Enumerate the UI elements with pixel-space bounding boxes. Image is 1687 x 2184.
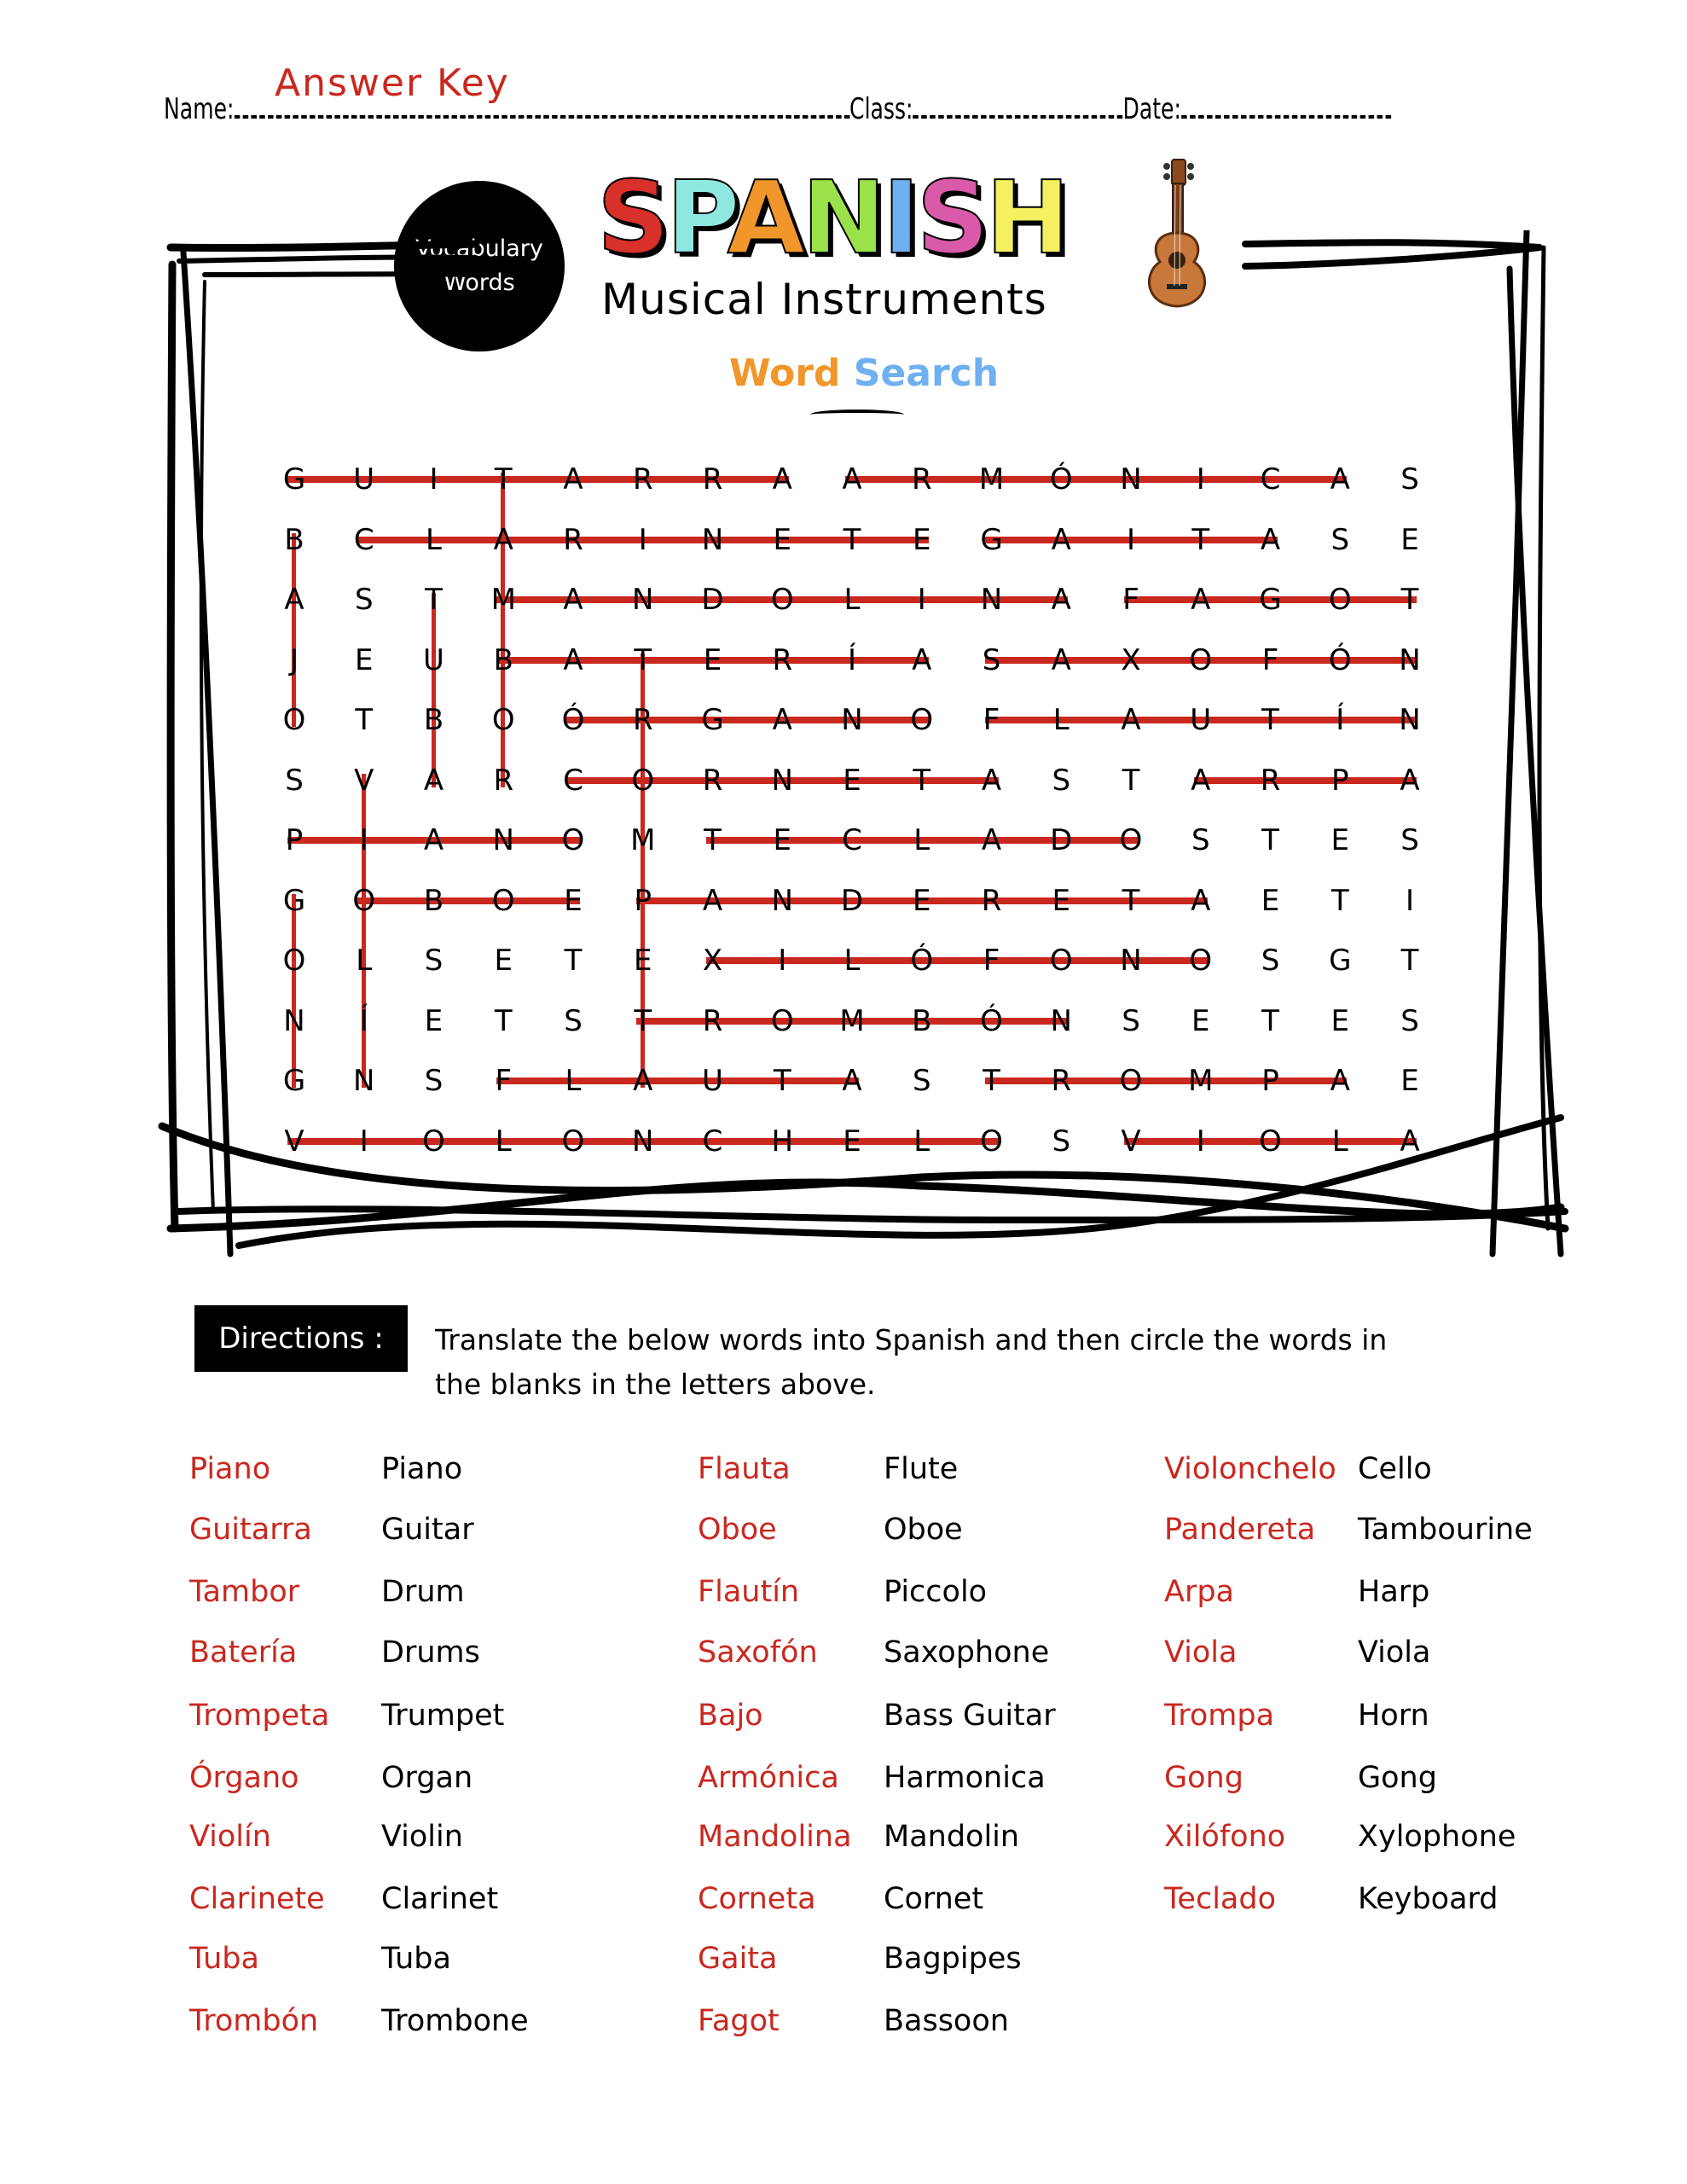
grid-letter[interactable]: E bbox=[1330, 1003, 1349, 1038]
vocab-english: Harp bbox=[1358, 1575, 1430, 1609]
grid-letter[interactable]: C bbox=[1260, 462, 1281, 497]
grid-letter[interactable]: L bbox=[844, 944, 861, 978]
vocab-english: Harmonica bbox=[884, 1761, 1046, 1795]
grid-letter[interactable]: A bbox=[1260, 522, 1281, 557]
vocab-spanish: Pandereta bbox=[1164, 1513, 1316, 1547]
grid-letter[interactable]: A bbox=[1330, 1064, 1350, 1098]
grid-letter[interactable]: A bbox=[1191, 763, 1211, 798]
grid-letter[interactable]: L bbox=[913, 823, 930, 857]
grid-letter[interactable]: O bbox=[910, 703, 934, 737]
badge-line-1: Vocabulary bbox=[415, 235, 543, 262]
grid-letter[interactable]: A bbox=[1191, 883, 1211, 918]
found-word-strike bbox=[985, 1077, 1348, 1084]
grid-letter[interactable]: O bbox=[1189, 642, 1213, 677]
grid-letter[interactable]: L bbox=[1331, 1124, 1348, 1159]
grid-letter[interactable]: U bbox=[353, 462, 375, 497]
grid-letter[interactable]: T bbox=[355, 703, 374, 737]
vocab-spanish: Trompa bbox=[1164, 1699, 1275, 1733]
vocab-english: Saxophone bbox=[884, 1635, 1050, 1670]
title-letter: N bbox=[801, 159, 883, 276]
grid-letter[interactable]: E bbox=[913, 883, 931, 918]
grid-letter[interactable]: E bbox=[773, 823, 791, 857]
found-word-strike bbox=[292, 533, 296, 728]
vocab-spanish: Violín bbox=[189, 1820, 271, 1854]
vocab-spanish: Trombón bbox=[189, 2004, 319, 2038]
grid-letter[interactable]: E bbox=[634, 944, 652, 978]
grid-letter[interactable]: N bbox=[492, 823, 514, 857]
found-word-strike bbox=[566, 717, 929, 723]
vocab-english: Drum bbox=[381, 1575, 465, 1609]
vocab-spanish: Saxofón bbox=[698, 1635, 818, 1670]
vocab-english: Keyboard bbox=[1358, 1882, 1499, 1916]
grid-letter[interactable]: S bbox=[1400, 1003, 1419, 1038]
grid-letter[interactable]: S bbox=[982, 642, 1001, 677]
grid-letter[interactable]: L bbox=[356, 944, 373, 978]
grid-letter[interactable]: I bbox=[778, 944, 787, 978]
vocab-english: Tambourine bbox=[1358, 1513, 1533, 1547]
vocab-english: Tuba bbox=[381, 1942, 451, 1976]
grid-letter[interactable]: L bbox=[1052, 703, 1070, 737]
grid-letter[interactable]: L bbox=[565, 1064, 582, 1098]
grid-letter[interactable]: R bbox=[632, 462, 653, 497]
grid-letter[interactable]: E bbox=[913, 522, 931, 557]
grid-letter[interactable]: F bbox=[495, 1064, 513, 1098]
grid-letter[interactable]: N bbox=[283, 1003, 305, 1038]
grid-letter[interactable]: B bbox=[284, 522, 304, 557]
grid-letter[interactable]: T bbox=[494, 1003, 513, 1038]
grid-letter[interactable]: S bbox=[564, 1003, 583, 1038]
word-search-word: Word bbox=[729, 351, 841, 395]
grid-letter[interactable]: G bbox=[1329, 944, 1352, 978]
grid-letter[interactable]: R bbox=[493, 763, 514, 798]
grid-letter[interactable]: M bbox=[490, 583, 516, 617]
grid-letter[interactable]: U bbox=[702, 1064, 723, 1098]
vocab-spanish: Piano bbox=[189, 1452, 271, 1486]
grid-letter[interactable]: T bbox=[634, 1003, 652, 1038]
vocab-spanish: Órgano bbox=[189, 1761, 299, 1795]
grid-letter[interactable]: M bbox=[630, 823, 656, 857]
vocab-english: Drums bbox=[381, 1635, 480, 1670]
grid-letter[interactable]: Ó bbox=[561, 703, 585, 737]
title-letter: H bbox=[985, 159, 1067, 276]
grid-letter[interactable]: E bbox=[424, 1003, 443, 1038]
grid-letter[interactable]: Ó bbox=[980, 1003, 1003, 1038]
grid-letter[interactable]: N bbox=[1050, 1003, 1072, 1038]
grid-letter[interactable]: F bbox=[1261, 642, 1279, 677]
grid-letter[interactable]: S bbox=[1191, 823, 1210, 857]
grid-letter[interactable]: E bbox=[355, 642, 374, 677]
grid-letter[interactable]: E bbox=[1261, 883, 1280, 918]
grid-letter[interactable]: E bbox=[1400, 1064, 1419, 1098]
grid-letter[interactable]: I bbox=[917, 583, 926, 617]
grid-letter[interactable]: A bbox=[423, 763, 444, 798]
grid-letter[interactable]: S bbox=[1261, 944, 1280, 978]
grid-letter[interactable]: A bbox=[493, 522, 513, 557]
grid-letter[interactable]: N bbox=[1120, 944, 1142, 978]
vocab-english: Guitar bbox=[381, 1513, 474, 1547]
found-word-strike bbox=[292, 894, 296, 1089]
vocab-english: Clarinet bbox=[381, 1882, 499, 1916]
grid-letter[interactable]: F bbox=[983, 944, 1000, 978]
answer-key-label: Answer Key bbox=[275, 61, 510, 105]
grid-letter[interactable]: O bbox=[561, 1124, 585, 1159]
grid-letter[interactable]: O bbox=[770, 1003, 794, 1038]
vocab-english: Violin bbox=[381, 1820, 463, 1854]
grid-letter[interactable]: E bbox=[773, 522, 791, 557]
grid-letter[interactable]: P bbox=[285, 823, 304, 857]
grid-letter[interactable]: I bbox=[429, 462, 438, 497]
grid-letter[interactable]: E bbox=[494, 944, 513, 978]
found-word-strike bbox=[496, 1077, 859, 1084]
grid-letter[interactable]: A bbox=[563, 583, 583, 617]
class-label: Class: bbox=[849, 92, 913, 126]
found-word-strike bbox=[501, 473, 505, 787]
grid-letter[interactable]: S bbox=[1052, 763, 1071, 798]
vocab-spanish: Flautín bbox=[698, 1575, 800, 1609]
grid-letter[interactable]: T bbox=[1261, 823, 1279, 857]
vocab-spanish: Gong bbox=[1164, 1761, 1244, 1795]
grid-letter[interactable]: S bbox=[1330, 522, 1350, 557]
grid-letter[interactable]: N bbox=[632, 1124, 654, 1159]
grid-letter[interactable]: O bbox=[1259, 1124, 1282, 1159]
directions-label: Directions : bbox=[194, 1305, 408, 1372]
grid-letter[interactable]: Ó bbox=[910, 944, 934, 978]
grid-letter[interactable]: A bbox=[842, 1064, 862, 1098]
grid-letter[interactable]: R bbox=[981, 883, 1002, 918]
title-letter: S bbox=[916, 159, 986, 276]
grid-letter[interactable]: T bbox=[1122, 883, 1140, 918]
grid-letter[interactable]: A bbox=[912, 642, 932, 677]
grid-letter[interactable]: O bbox=[1049, 944, 1073, 978]
grid-letter[interactable]: L bbox=[426, 522, 442, 557]
grid-letter[interactable]: T bbox=[1400, 944, 1419, 978]
grid-letter[interactable]: E bbox=[1330, 823, 1349, 857]
grid-letter[interactable]: T bbox=[634, 642, 652, 677]
grid-letter[interactable]: R bbox=[702, 1003, 723, 1038]
grid-letter[interactable]: U bbox=[1190, 703, 1212, 737]
grid-letter[interactable]: A bbox=[772, 462, 792, 497]
grid-letter[interactable]: N bbox=[701, 522, 724, 557]
title-letter: P bbox=[666, 159, 728, 276]
grid-letter[interactable]: N bbox=[632, 583, 654, 617]
title-letter: I bbox=[882, 159, 917, 276]
grid-letter[interactable]: G bbox=[282, 462, 306, 497]
grid-letter[interactable]: S bbox=[912, 1064, 931, 1098]
grid-letter[interactable]: O bbox=[491, 703, 515, 737]
grid-letter[interactable]: T bbox=[843, 522, 861, 557]
grid-letter[interactable]: D bbox=[1050, 823, 1073, 857]
grid-letter[interactable]: B bbox=[493, 642, 513, 677]
grid-letter[interactable]: Í bbox=[359, 1003, 368, 1038]
grid-letter[interactable]: E bbox=[1191, 1003, 1210, 1038]
vocab-spanish: Flauta bbox=[698, 1452, 791, 1486]
grid-letter[interactable]: S bbox=[1400, 462, 1419, 497]
vocab-english: Cello bbox=[1358, 1452, 1432, 1486]
grid-letter[interactable]: O bbox=[1119, 823, 1143, 857]
grid-letter[interactable]: C bbox=[702, 1124, 723, 1159]
grid-letter[interactable]: A bbox=[1191, 583, 1211, 617]
vocab-english: Trumpet bbox=[381, 1699, 505, 1733]
grid-letter[interactable]: V bbox=[284, 1124, 304, 1159]
grid-letter[interactable]: C bbox=[353, 522, 374, 557]
grid-letter[interactable]: O bbox=[631, 763, 655, 798]
vocab-english: Piano bbox=[381, 1452, 463, 1486]
grid-letter[interactable]: O bbox=[491, 883, 515, 918]
found-word-strike bbox=[432, 593, 436, 787]
badge-line-2: Words bbox=[443, 270, 515, 296]
grid-letter[interactable]: S bbox=[424, 1064, 443, 1098]
name-label: Name: bbox=[164, 92, 235, 126]
grid-letter[interactable]: M bbox=[839, 1003, 865, 1038]
grid-letter[interactable]: Ó bbox=[1328, 642, 1352, 677]
grid-letter[interactable]: I bbox=[1196, 1124, 1205, 1159]
grid-letter[interactable]: H bbox=[771, 1124, 794, 1159]
grid-letter[interactable]: A bbox=[981, 763, 1002, 798]
grid-letter[interactable]: V bbox=[1121, 1124, 1141, 1159]
grid-letter[interactable]: O bbox=[1119, 1064, 1143, 1098]
word-search-grid bbox=[256, 444, 1450, 1160]
grid-letter[interactable]: E bbox=[1400, 522, 1419, 557]
grid-letter[interactable]: I bbox=[1405, 883, 1415, 918]
grid-letter[interactable]: A bbox=[981, 823, 1002, 857]
grid-letter[interactable]: B bbox=[912, 1003, 932, 1038]
grid-letter[interactable]: B bbox=[423, 883, 444, 918]
vocab-english: Piccolo bbox=[884, 1575, 988, 1609]
vocab-english: Bagpipes bbox=[884, 1942, 1022, 1976]
date-label: Date: bbox=[1122, 92, 1181, 126]
vocab-spanish: Bajo bbox=[698, 1699, 763, 1733]
grid-letter[interactable]: O bbox=[1328, 583, 1352, 617]
grid-letter[interactable]: R bbox=[1260, 763, 1281, 798]
vocab-spanish: Teclado bbox=[1164, 1882, 1277, 1916]
grid-letter[interactable]: T bbox=[1261, 1003, 1279, 1038]
grid-letter[interactable]: L bbox=[495, 1124, 512, 1159]
vocab-english: Mandolin bbox=[884, 1820, 1020, 1854]
grid-letter[interactable]: S bbox=[1052, 1124, 1071, 1159]
grid-letter[interactable]: N bbox=[841, 703, 863, 737]
grid-letter[interactable]: P bbox=[1330, 763, 1349, 798]
grid-letter[interactable]: R bbox=[702, 763, 723, 798]
name-field[interactable] bbox=[234, 93, 849, 119]
grid-letter[interactable]: R bbox=[772, 642, 793, 677]
grid-letter[interactable]: D bbox=[701, 583, 724, 617]
grid-letter[interactable]: R bbox=[563, 522, 583, 557]
vocab-english: Oboe bbox=[884, 1513, 963, 1547]
grid-letter[interactable]: E bbox=[843, 763, 861, 798]
grid-letter[interactable]: M bbox=[978, 462, 1005, 497]
vocab-spanish: Tambor bbox=[189, 1575, 300, 1609]
grid-letter[interactable]: R bbox=[1051, 1064, 1072, 1098]
vocab-spanish: Xilófono bbox=[1164, 1820, 1286, 1854]
grid-letter[interactable]: L bbox=[913, 1124, 930, 1159]
grid-letter[interactable]: A bbox=[633, 1064, 653, 1098]
date-field[interactable] bbox=[1181, 93, 1391, 119]
grid-letter[interactable]: A bbox=[1330, 462, 1350, 497]
grid-letter[interactable]: T bbox=[704, 823, 722, 857]
grid-letter[interactable]: J bbox=[289, 642, 299, 677]
grid-letter[interactable]: S bbox=[354, 583, 374, 617]
grid-letter[interactable]: G bbox=[282, 883, 306, 918]
grid-letter[interactable]: U bbox=[423, 642, 444, 677]
vocab-english: Bass Guitar bbox=[884, 1699, 1056, 1733]
word-search-search: Search bbox=[853, 351, 1000, 395]
vocab-spanish: Oboe bbox=[698, 1513, 777, 1547]
grid-letter[interactable]: N bbox=[771, 883, 793, 918]
grid-letter[interactable]: P bbox=[634, 883, 652, 918]
grid-letter[interactable]: Ó bbox=[1049, 462, 1073, 497]
grid-letter[interactable]: A bbox=[563, 642, 583, 677]
grid-letter[interactable]: T bbox=[1191, 522, 1210, 557]
grid-letter[interactable]: A bbox=[563, 462, 583, 497]
vocab-spanish: Viola bbox=[1164, 1635, 1238, 1670]
grid-letter[interactable]: X bbox=[1121, 642, 1141, 677]
grid-letter[interactable]: S bbox=[424, 944, 443, 978]
grid-letter[interactable]: O bbox=[422, 1124, 445, 1159]
grid-letter[interactable]: C bbox=[563, 763, 583, 798]
grid-letter[interactable]: I bbox=[1196, 462, 1205, 497]
title-letter: A bbox=[727, 159, 802, 276]
grid-letter[interactable]: M bbox=[1188, 1064, 1214, 1098]
grid-letter[interactable]: E bbox=[843, 1124, 861, 1159]
grid-letter[interactable]: E bbox=[1052, 883, 1070, 918]
grid-letter[interactable]: T bbox=[913, 763, 931, 798]
found-word-strike bbox=[362, 774, 366, 1089]
grid-letter[interactable]: A bbox=[702, 883, 723, 918]
subtitle: Musical Instruments bbox=[601, 275, 1047, 324]
grid-letter[interactable]: E bbox=[703, 642, 722, 677]
vocab-spanish: Clarinete bbox=[189, 1882, 325, 1916]
grid-letter[interactable]: T bbox=[1400, 583, 1419, 617]
grid-letter[interactable]: G bbox=[282, 1064, 306, 1098]
found-word-strike bbox=[357, 897, 580, 904]
grid-letter[interactable]: O bbox=[980, 1124, 1003, 1159]
grid-letter[interactable]: E bbox=[564, 883, 583, 918]
vocab-english: Viola bbox=[1358, 1635, 1431, 1670]
grid-letter[interactable]: P bbox=[1261, 1064, 1279, 1098]
grid-letter[interactable]: X bbox=[702, 944, 723, 978]
grid-letter[interactable]: T bbox=[983, 1064, 1000, 1098]
grid-letter[interactable]: O bbox=[561, 823, 585, 857]
grid-letter[interactable]: N bbox=[1399, 642, 1421, 677]
vocab-english: Flute bbox=[884, 1452, 959, 1486]
grid-letter[interactable]: I bbox=[638, 522, 647, 557]
grid-letter[interactable]: Í bbox=[847, 642, 857, 677]
grid-letter[interactable]: V bbox=[354, 763, 374, 798]
grid-letter[interactable]: L bbox=[844, 583, 861, 617]
vocab-spanish: Trompeta bbox=[189, 1699, 330, 1733]
vocab-spanish: Corneta bbox=[698, 1882, 816, 1916]
grid-letter[interactable]: I bbox=[359, 823, 368, 857]
grid-letter[interactable]: A bbox=[1121, 703, 1141, 737]
grid-letter[interactable]: N bbox=[353, 1064, 375, 1098]
found-word-strike bbox=[1194, 777, 1417, 784]
grid-letter[interactable]: Í bbox=[1336, 703, 1345, 737]
vocab-spanish: Gaita bbox=[698, 1942, 778, 1976]
grid-letter[interactable]: T bbox=[564, 944, 583, 978]
vocab-english: Xylophone bbox=[1358, 1820, 1516, 1854]
grid-letter[interactable]: N bbox=[980, 583, 1003, 617]
grid-letter[interactable]: A bbox=[1400, 1124, 1420, 1159]
grid-letter[interactable]: A bbox=[1051, 583, 1071, 617]
grid-letter[interactable]: O bbox=[1189, 944, 1213, 978]
grid-letter[interactable]: R bbox=[702, 462, 723, 497]
vocab-spanish: Batería bbox=[189, 1635, 298, 1670]
grid-letter[interactable]: O bbox=[770, 583, 794, 617]
grid-letter[interactable]: F bbox=[983, 703, 1000, 737]
grid-letter[interactable]: B bbox=[423, 703, 444, 737]
grid-letter[interactable]: O bbox=[282, 703, 306, 737]
grid-letter[interactable]: G bbox=[701, 703, 724, 737]
grid-letter[interactable]: T bbox=[773, 1064, 791, 1098]
grid-letter[interactable]: O bbox=[282, 944, 306, 978]
vocab-english: Organ bbox=[381, 1761, 473, 1795]
grid-letter[interactable]: A bbox=[772, 703, 792, 737]
vocab-spanish: Arpa bbox=[1164, 1575, 1234, 1609]
grid-letter[interactable]: O bbox=[352, 883, 376, 918]
grid-letter[interactable]: R bbox=[911, 462, 932, 497]
grid-letter[interactable]: T bbox=[1122, 763, 1140, 798]
vocab-spanish: Violonchelo bbox=[1164, 1452, 1336, 1486]
grid-letter[interactable]: G bbox=[980, 522, 1003, 557]
vocab-english: Bassoon bbox=[884, 2004, 1009, 2038]
grid-letter[interactable]: S bbox=[285, 763, 304, 798]
grid-letter[interactable]: N bbox=[1399, 703, 1421, 737]
grid-letter[interactable]: A bbox=[284, 583, 304, 617]
grid-letter[interactable]: A bbox=[842, 462, 862, 497]
grid-letter[interactable]: G bbox=[1259, 583, 1282, 617]
vocab-spanish: Armónica bbox=[698, 1761, 839, 1795]
vocab-spanish: Fagot bbox=[698, 2004, 780, 2038]
vocab-spanish: Guitarra bbox=[189, 1513, 312, 1547]
directions-text: Translate the below words into Spanish and then circle the words in the blanks in the letters above. bbox=[435, 1323, 1388, 1401]
grid-letter[interactable]: A bbox=[1400, 763, 1420, 798]
grid-letter[interactable]: T bbox=[494, 462, 513, 497]
vocab-english: Horn bbox=[1358, 1699, 1429, 1733]
grid-letter[interactable]: A bbox=[1051, 642, 1071, 677]
grid-letter[interactable]: N bbox=[1120, 462, 1142, 497]
vocab-english: Cornet bbox=[884, 1882, 984, 1916]
grid-letter[interactable]: I bbox=[359, 1124, 368, 1159]
grid-letter[interactable]: T bbox=[1261, 703, 1279, 737]
grid-letter[interactable]: S bbox=[1400, 823, 1419, 857]
grid-letter[interactable]: N bbox=[771, 763, 793, 798]
vocab-spanish: Mandolina bbox=[698, 1820, 852, 1854]
vocab-english: Trombone bbox=[381, 2004, 529, 2038]
class-field[interactable] bbox=[913, 93, 1123, 119]
grid-letter[interactable]: F bbox=[1122, 583, 1139, 617]
title-letter: S bbox=[597, 159, 666, 276]
grid-letter[interactable]: T bbox=[425, 583, 443, 617]
vocab-english: Gong bbox=[1358, 1761, 1437, 1795]
vocab-spanish: Tuba bbox=[189, 1942, 259, 1976]
grid-letter[interactable]: T bbox=[1330, 883, 1349, 918]
grid-letter[interactable]: D bbox=[840, 883, 864, 918]
grid-letter[interactable]: A bbox=[423, 823, 444, 857]
grid-letter[interactable]: I bbox=[1126, 522, 1136, 557]
grid-letter[interactable]: A bbox=[1051, 522, 1071, 557]
grid-letter[interactable]: R bbox=[632, 703, 653, 737]
grid-letter[interactable]: C bbox=[842, 823, 862, 857]
grid-letter[interactable]: S bbox=[1122, 1003, 1140, 1038]
student-info-line bbox=[164, 92, 1269, 126]
